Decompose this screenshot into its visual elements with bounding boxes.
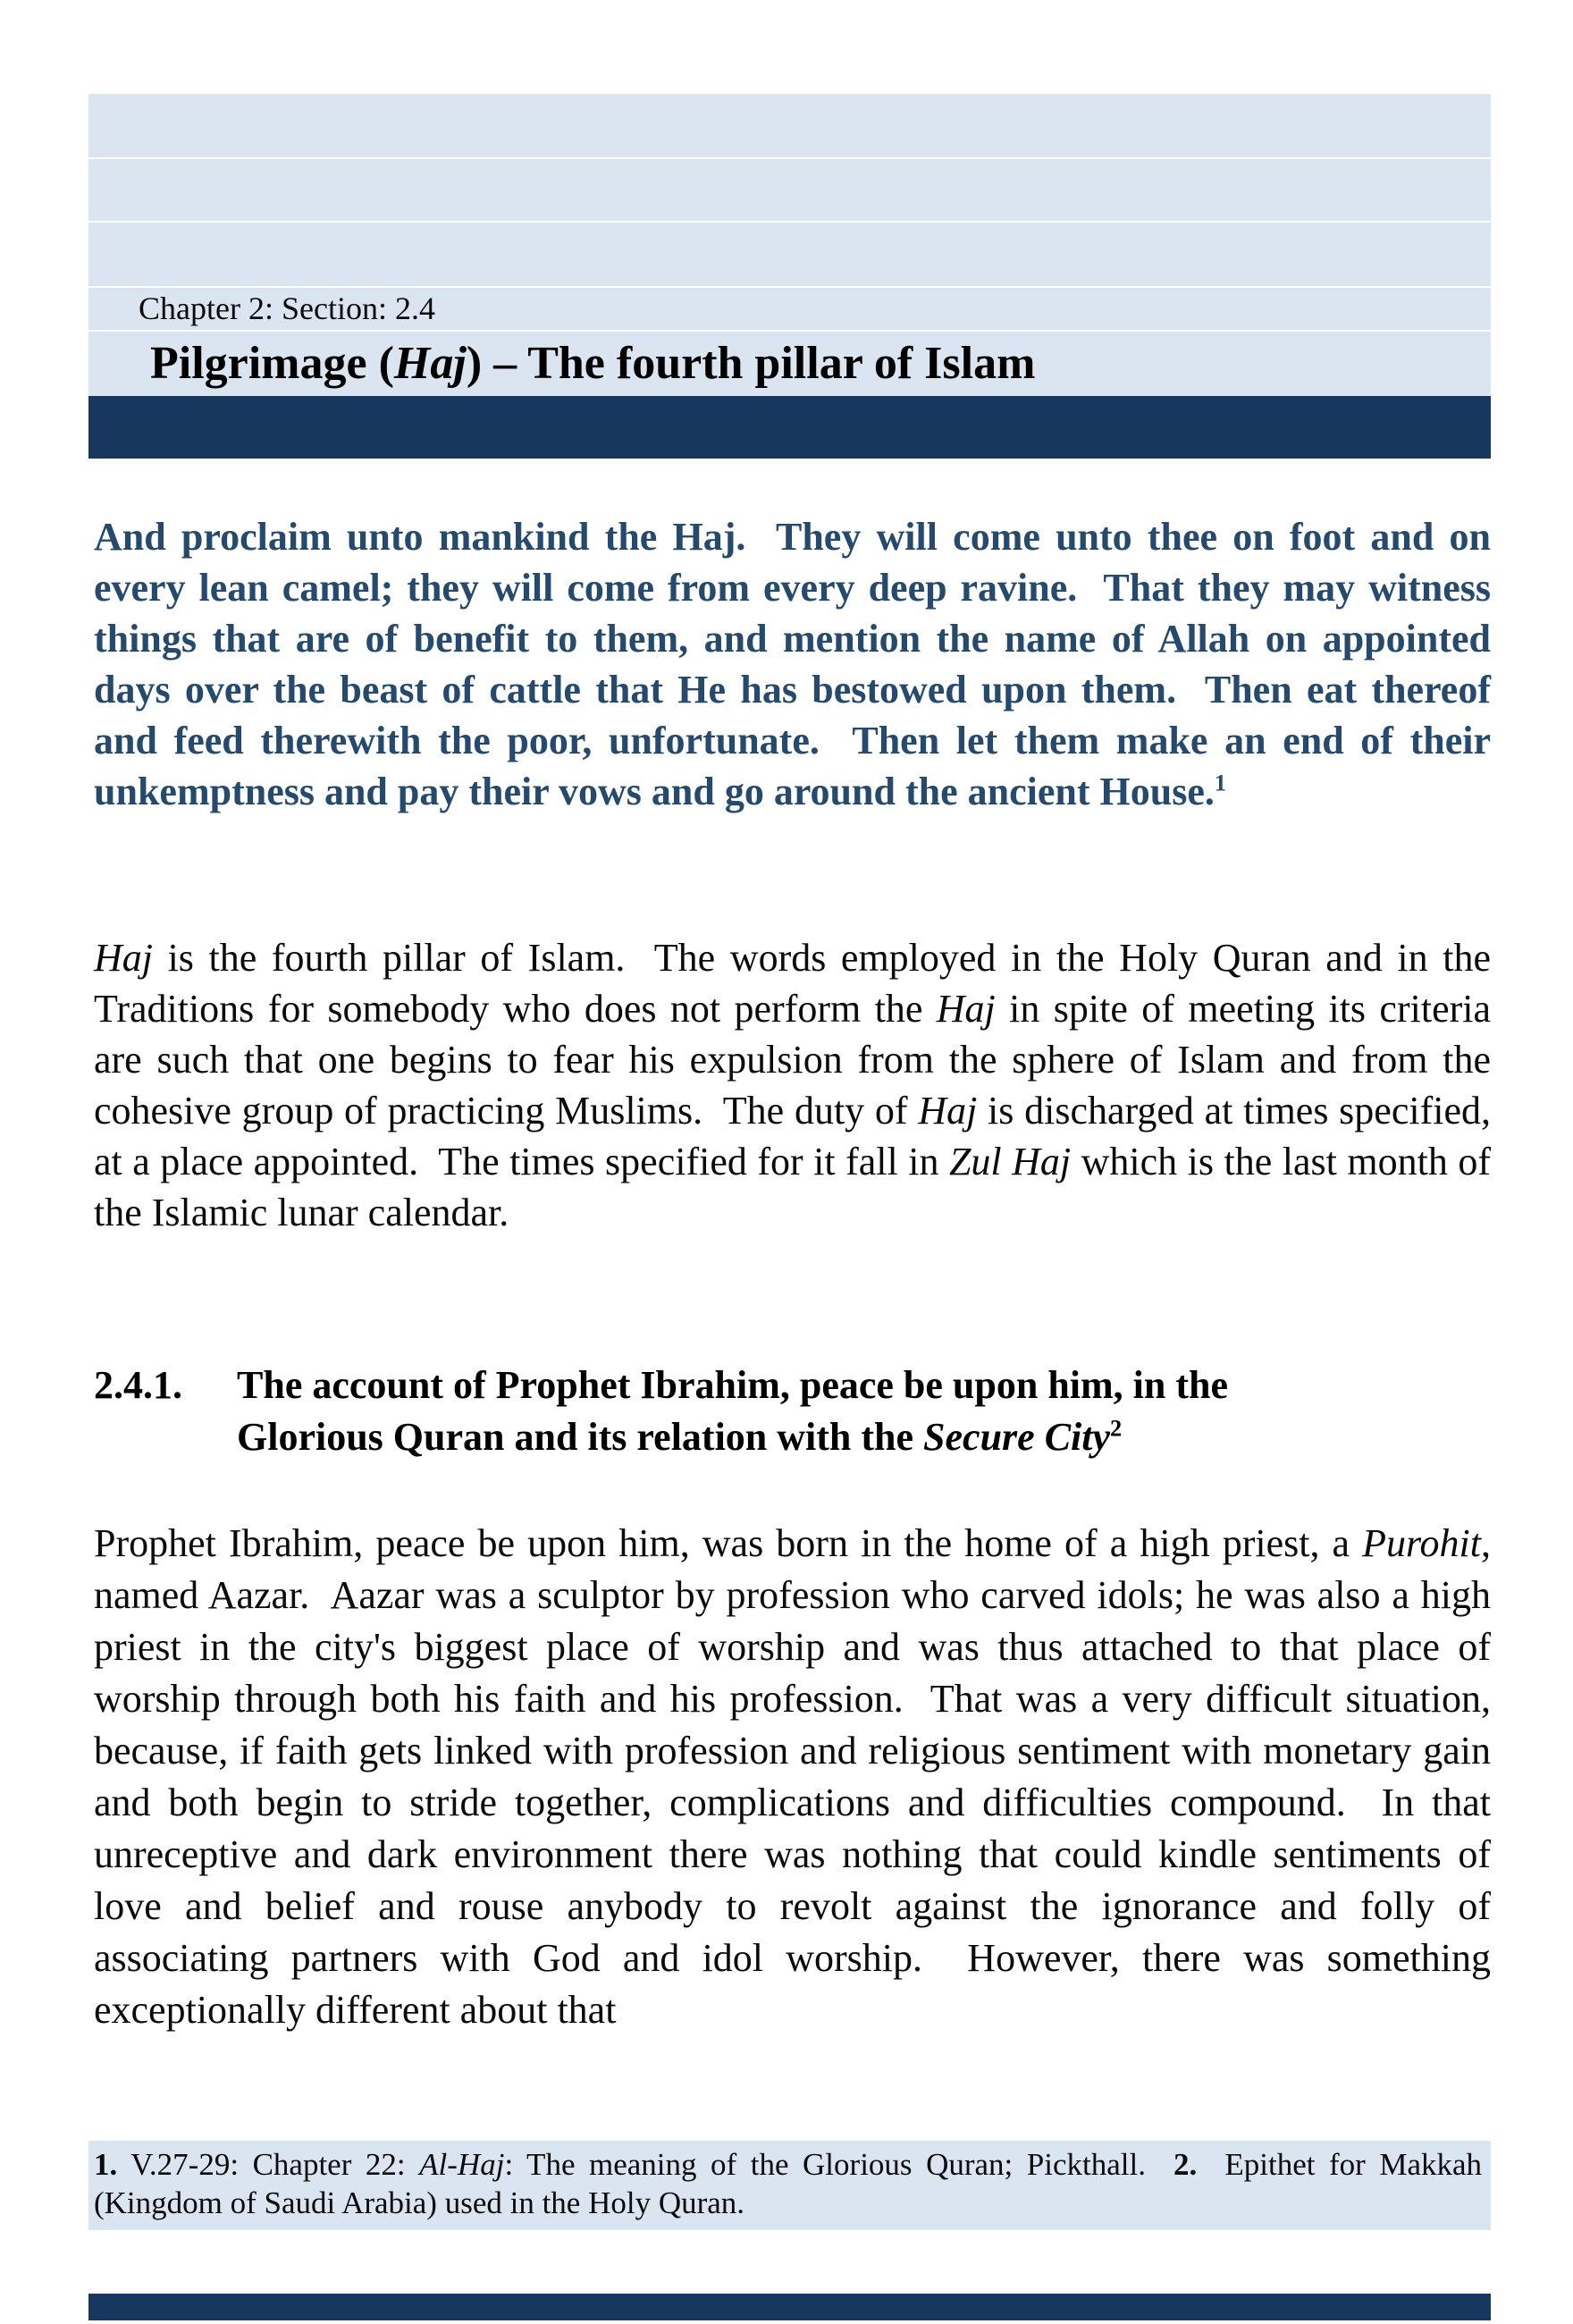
paragraph-segment: in spite of meeting its criteria are such that one begins to fear his expulsion from the sphere of Islam and from the cohesive group of practicing Muslims. The duty of bbox=[94, 987, 1502, 1133]
paragraph-segment: Haj bbox=[936, 987, 996, 1031]
chapter-banner bbox=[88, 94, 1491, 396]
banner-band bbox=[88, 157, 1491, 221]
paragraph-segment: Prophet Ibrahim, peace be upon him, was born in the home of a high priest, a bbox=[94, 1521, 1363, 1565]
banner-band bbox=[88, 221, 1491, 286]
section-number: 2.4.1. bbox=[94, 1363, 182, 1407]
footnote-ref-2: 2 bbox=[1110, 1414, 1123, 1442]
page-bottom-bar bbox=[88, 2294, 1491, 2320]
chapter-label: Chapter 2: Section: 2.4 bbox=[139, 290, 435, 326]
paragraph-segment: Haj bbox=[918, 1089, 978, 1133]
paragraph-segment: Zul Haj bbox=[948, 1140, 1072, 1183]
page-title bbox=[88, 332, 1491, 396]
section-heading-text bbox=[237, 1360, 1491, 1463]
footnote-ref-1: 1 bbox=[1214, 769, 1227, 796]
footnote-segment: Al-Haj bbox=[419, 2147, 505, 2182]
quote-text: And proclaim unto mankind the Haj. They will come unto thee on foot and on every lean camel; they will come from every deep ravine. That they may witness things that are of benefit to them, and mention the name of Allah on appointed days over the beast of cattle that He has bestowed upon them. Then eat thereof and feed therewith the poor, unfortunate. Then let them make an end of their unkemptness and pay their vows and go around the ancient House. bbox=[94, 515, 1501, 813]
page-title-post: ) – The fourth pillar of Islam bbox=[466, 338, 1036, 389]
quran-quote-paragraph bbox=[94, 511, 1501, 817]
section-heading-line2: Glorious Quran and its relation with the bbox=[237, 1415, 924, 1459]
footnote-segment: V.27-29: Chapter 22: bbox=[117, 2147, 420, 2182]
section-heading-italic: Secure City bbox=[923, 1415, 1111, 1459]
paragraph-haj-pillar bbox=[94, 932, 1502, 1238]
section-heading-line1: The account of Prophet Ibrahim, peace be upon him, in the bbox=[237, 1363, 1229, 1407]
paragraph-segment: which is the last month of the Islamic lunar calendar. bbox=[94, 1140, 1501, 1234]
title-divider-bar bbox=[88, 396, 1491, 459]
page-title-italic: Haj bbox=[393, 338, 467, 389]
footnote-block bbox=[88, 2141, 1491, 2230]
footnote-segment: : The meaning of the Glorious Quran; Pickthall. bbox=[504, 2147, 1174, 2182]
paragraph-ibrahim bbox=[94, 1518, 1501, 2036]
page-title-pre: Pilgrimage ( bbox=[150, 338, 394, 389]
banner-band-chapter bbox=[88, 286, 1491, 330]
paragraph-segment: is the fourth pillar of Islam. The words employed in the Holy Quran and in the Traditions for somebody who does not perform the bbox=[94, 936, 1501, 1031]
footnote-segment: Epithet for Makkah (Kingdom of Saudi Arabia) used in the Holy Quran. bbox=[94, 2147, 1490, 2220]
banner-band-title bbox=[88, 330, 1491, 396]
paragraph-segment: Purohit bbox=[1362, 1521, 1481, 1565]
section-heading bbox=[94, 1360, 1491, 1463]
footnote-number: 2. bbox=[1173, 2147, 1198, 2182]
banner-band bbox=[88, 94, 1491, 157]
paragraph-segment: is discharged at times specified, at a place appointed. The times specified for it fall in bbox=[94, 1089, 1501, 1183]
paragraph-segment: Haj bbox=[94, 936, 153, 980]
footnote-number: 1. bbox=[94, 2147, 118, 2182]
paragraph-segment: , named Aazar. Aazar was a sculptor by profession who carved idols; he was also a high priest in the city's biggest place of worship and was thus attached to that place of worship through both his faith and his profession. That was a very difficult situation, because, if faith gets linked with profession and religious sentiment with monetary gain and both begin to stride together, complications and difficulties compound. In that unreceptive and dark environment there was nothing that could kindle sentiments of love and belief and rouse anybody to revolt against the ignorance and folly of associating partners with God and idol worship. However, there was something exceptionally different about that bbox=[94, 1521, 1501, 2032]
